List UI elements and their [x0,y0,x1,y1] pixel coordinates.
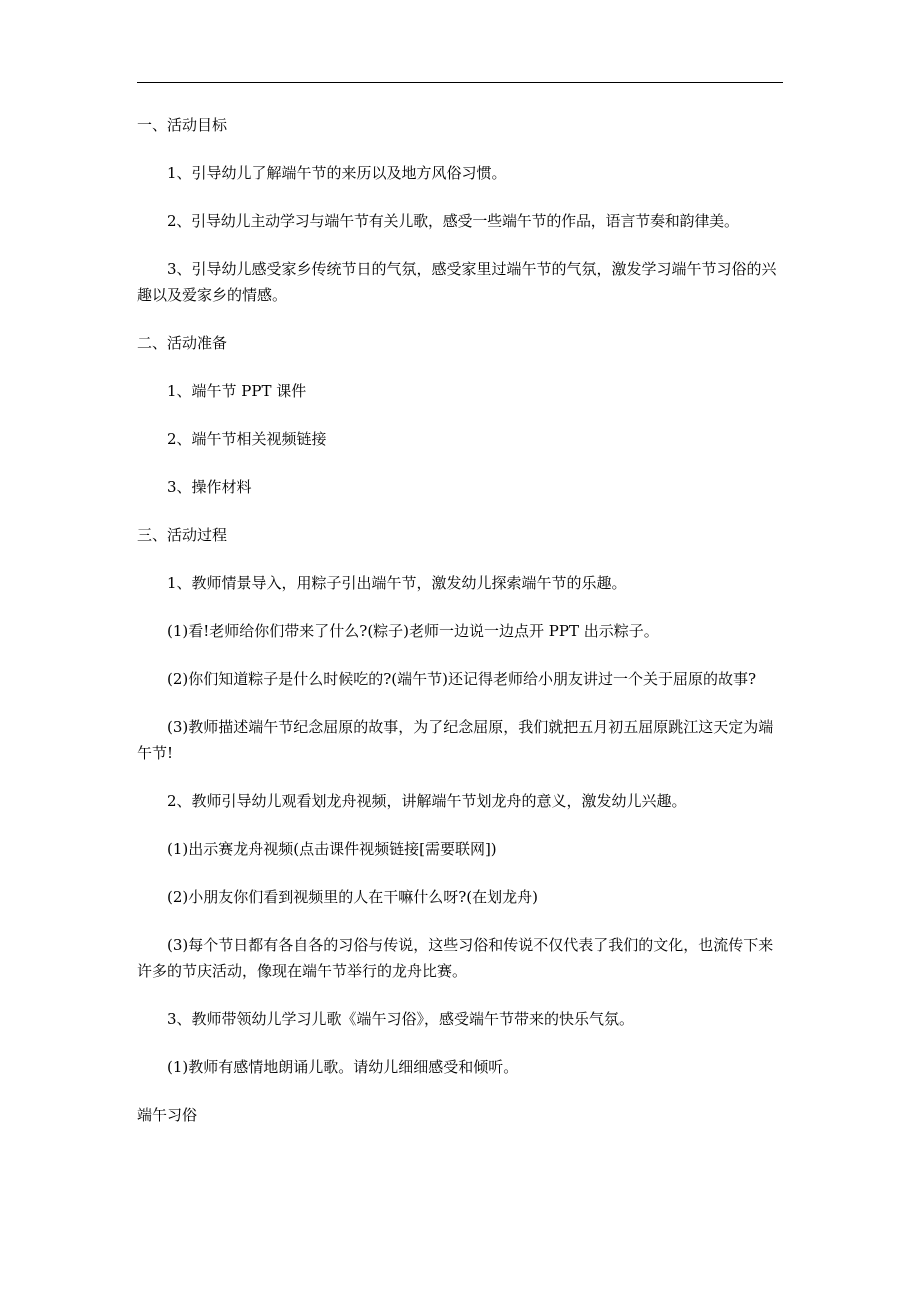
process-step-2-sub-1: (1)出示赛龙舟视频(点击课件视频链接[需要联网]) [167,840,497,858]
goal-item-2: 2、引导幼儿主动学习与端午节有关儿歌，感受一些端午节的作品，语言节奏和韵律美。 [167,212,739,230]
goal-item-3: 3、引导幼儿感受家乡传统节日的气氛，感受家里过端午节的气氛，激发学习端午节习俗的兴趣以及爱家乡的情感。 [137,260,777,304]
process-step-1-sub-1: (1)看!老师给你们带来了什么?(粽子)老师一边说一边点开 PPT 出示粽子。 [167,622,659,640]
document-body [137,112,785,1150]
process-step-2: 2、教师引导幼儿观看划龙舟视频，讲解端午节划龙舟的意义，激发幼儿兴趣。 [167,792,687,810]
process-step-1: 1、教师情景导入，用粽子引出端午节，激发幼儿探索端午节的乐趣。 [167,574,627,592]
preparation-item-3: 3、操作材料 [167,478,252,496]
section-heading-process: 三、活动过程 [137,526,228,544]
process-step-2-sub-2: (2)小朋友你们看到视频里的人在干嘛什么呀?(在划龙舟) [167,888,538,906]
preparation-item-1: 1、端午节 PPT 课件 [167,382,307,400]
section-heading-goals: 一、活动目标 [137,116,228,134]
process-step-2-sub-3: (3)每个节日都有各自各的习俗与传说，这些习俗和传说不仅代表了我们的文化，也流传下来许多的节庆活动，像现在端午节举行的龙舟比赛。 [137,936,774,980]
header-rule [137,82,783,83]
section-heading-preparation: 二、活动准备 [137,334,228,352]
process-step-3: 3、教师带领幼儿学习儿歌《端午习俗》，感受端午节带来的快乐气氛。 [167,1010,635,1028]
song-title: 端午习俗 [137,1106,198,1124]
goal-item-1: 1、引导幼儿了解端午节的来历以及地方风俗习惯。 [167,164,507,182]
process-step-3-sub-1: (1)教师有感情地朗诵儿歌。请幼儿细细感受和倾听。 [167,1058,519,1076]
preparation-item-2: 2、端午节相关视频链接 [167,430,327,448]
process-step-1-sub-2: (2)你们知道粽子是什么时候吃的?(端午节)还记得老师给小朋友讲过一个关于屈原的故事? [167,670,757,688]
process-step-1-sub-3: (3)教师描述端午节纪念屈原的故事，为了纪念屈原，我们就把五月初五屈原跳江这天定为端午节! [137,718,774,762]
